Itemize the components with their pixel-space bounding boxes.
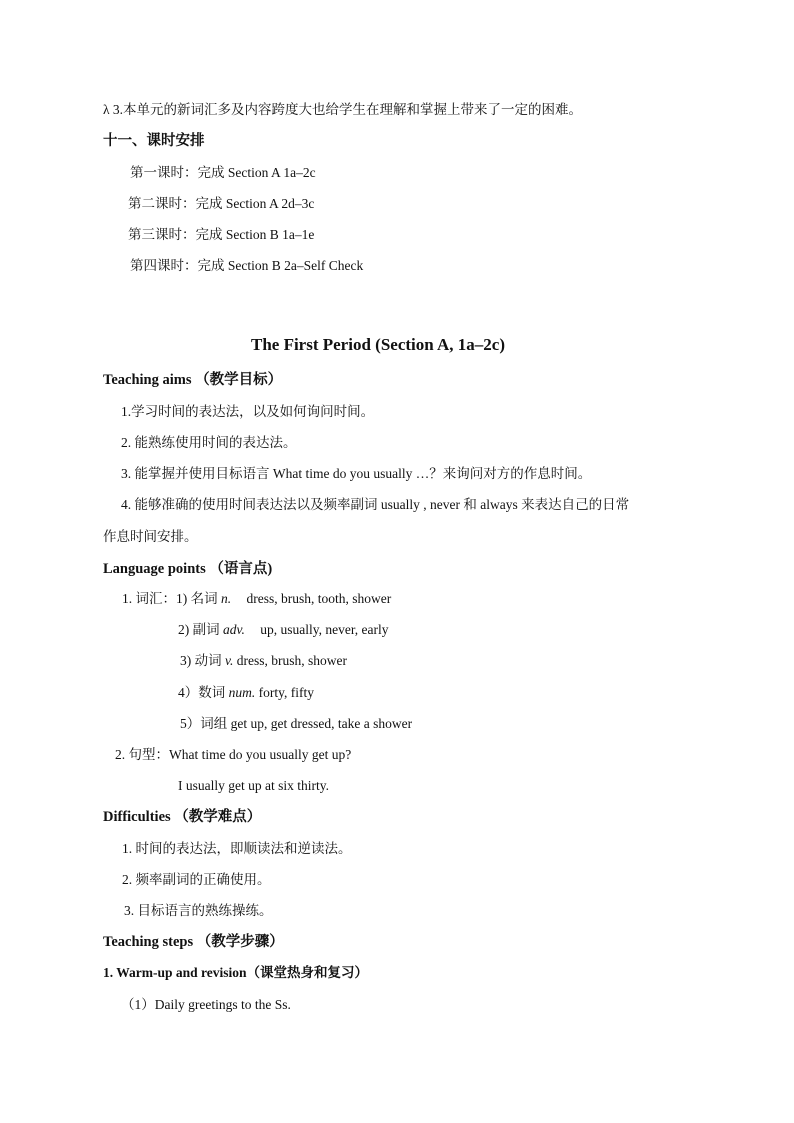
schedule-item: 第三课时：完成 Section B 1a–1e xyxy=(128,227,315,242)
difficulties-heading: Difficulties （教学难点） xyxy=(103,809,262,825)
sentence-pattern: 2. 句型：What time do you usually get up? xyxy=(115,747,352,762)
vocab-line xyxy=(180,652,347,670)
difficulty-item: 1. 时间的表达法，即顺读法和逆读法。 xyxy=(122,841,352,856)
vocab-prefix: 5）词组 xyxy=(180,716,228,731)
vocab-words: get up, get dressed, take a shower xyxy=(230,716,413,731)
schedule-heading: 十一、课时安排 xyxy=(103,133,205,149)
step-item: （1）Daily greetings to the Ss. xyxy=(121,997,291,1012)
vocab-prefix: 3) 动词 xyxy=(180,653,222,668)
period-title: The First Period (Section A, 1a–2c) xyxy=(250,335,505,354)
aim-item: 3. 能掌握并使用目标语言 What time do you usually …？来询问对方的作息时间。 xyxy=(121,466,592,481)
part-of-speech: num. xyxy=(228,685,256,700)
schedule-item: 第一课时：完成 Section A 1a–2c xyxy=(130,165,316,180)
vocab-words: dress, brush, shower xyxy=(236,653,347,668)
vocab-words: up, usually, never, early xyxy=(260,622,389,637)
vocab-prefix: 2) 副词 xyxy=(178,622,220,637)
vocab-words: dress, brush, tooth, shower xyxy=(246,591,392,606)
schedule-item: 第二课时：完成 Section A 2d–3c xyxy=(128,196,315,211)
part-of-speech: n. xyxy=(221,591,232,606)
step-heading: 1. Warm-up and revision（课堂热身和复习） xyxy=(103,965,369,980)
vocab-line xyxy=(180,715,412,733)
vocab-prefix: 1. 词汇：1) 名词 xyxy=(122,591,218,606)
intro-line: λ 3.本单元的新词汇多及内容跨度大也给学生在理解和掌握上带来了一定的困难。 xyxy=(103,102,583,117)
aim-item: 4. 能够准确的使用时间表达法以及频率副词 usually , never 和 always 来表达自己的日常 xyxy=(121,497,630,512)
teaching-aims-heading: Teaching aims （教学目标） xyxy=(103,372,283,388)
aim-item-continued: 作息时间安排。 xyxy=(103,529,198,544)
vocab-line xyxy=(122,590,391,608)
part-of-speech: v. xyxy=(225,653,234,668)
vocab-prefix: 4）数词 xyxy=(178,685,226,700)
vocab-line xyxy=(178,684,314,702)
difficulty-item: 2. 频率副词的正确使用。 xyxy=(122,872,271,887)
language-points-heading: Language points （语言点) xyxy=(103,561,273,577)
vocab-words: forty, fifty xyxy=(258,685,314,700)
aim-item: 2. 能熟练使用时间的表达法。 xyxy=(121,435,297,450)
part-of-speech: adv. xyxy=(223,622,245,637)
difficulty-item: 3. 目标语言的熟练操练。 xyxy=(124,903,273,918)
sentence-answer: I usually get up at six thirty. xyxy=(178,778,329,793)
schedule-item: 第四课时：完成 Section B 2a–Self Check xyxy=(130,258,364,273)
aim-item: 1.学习时间的表达法，以及如何询问时间。 xyxy=(121,404,375,419)
vocab-line xyxy=(178,621,389,639)
teaching-steps-heading: Teaching steps （教学步骤） xyxy=(103,934,284,950)
